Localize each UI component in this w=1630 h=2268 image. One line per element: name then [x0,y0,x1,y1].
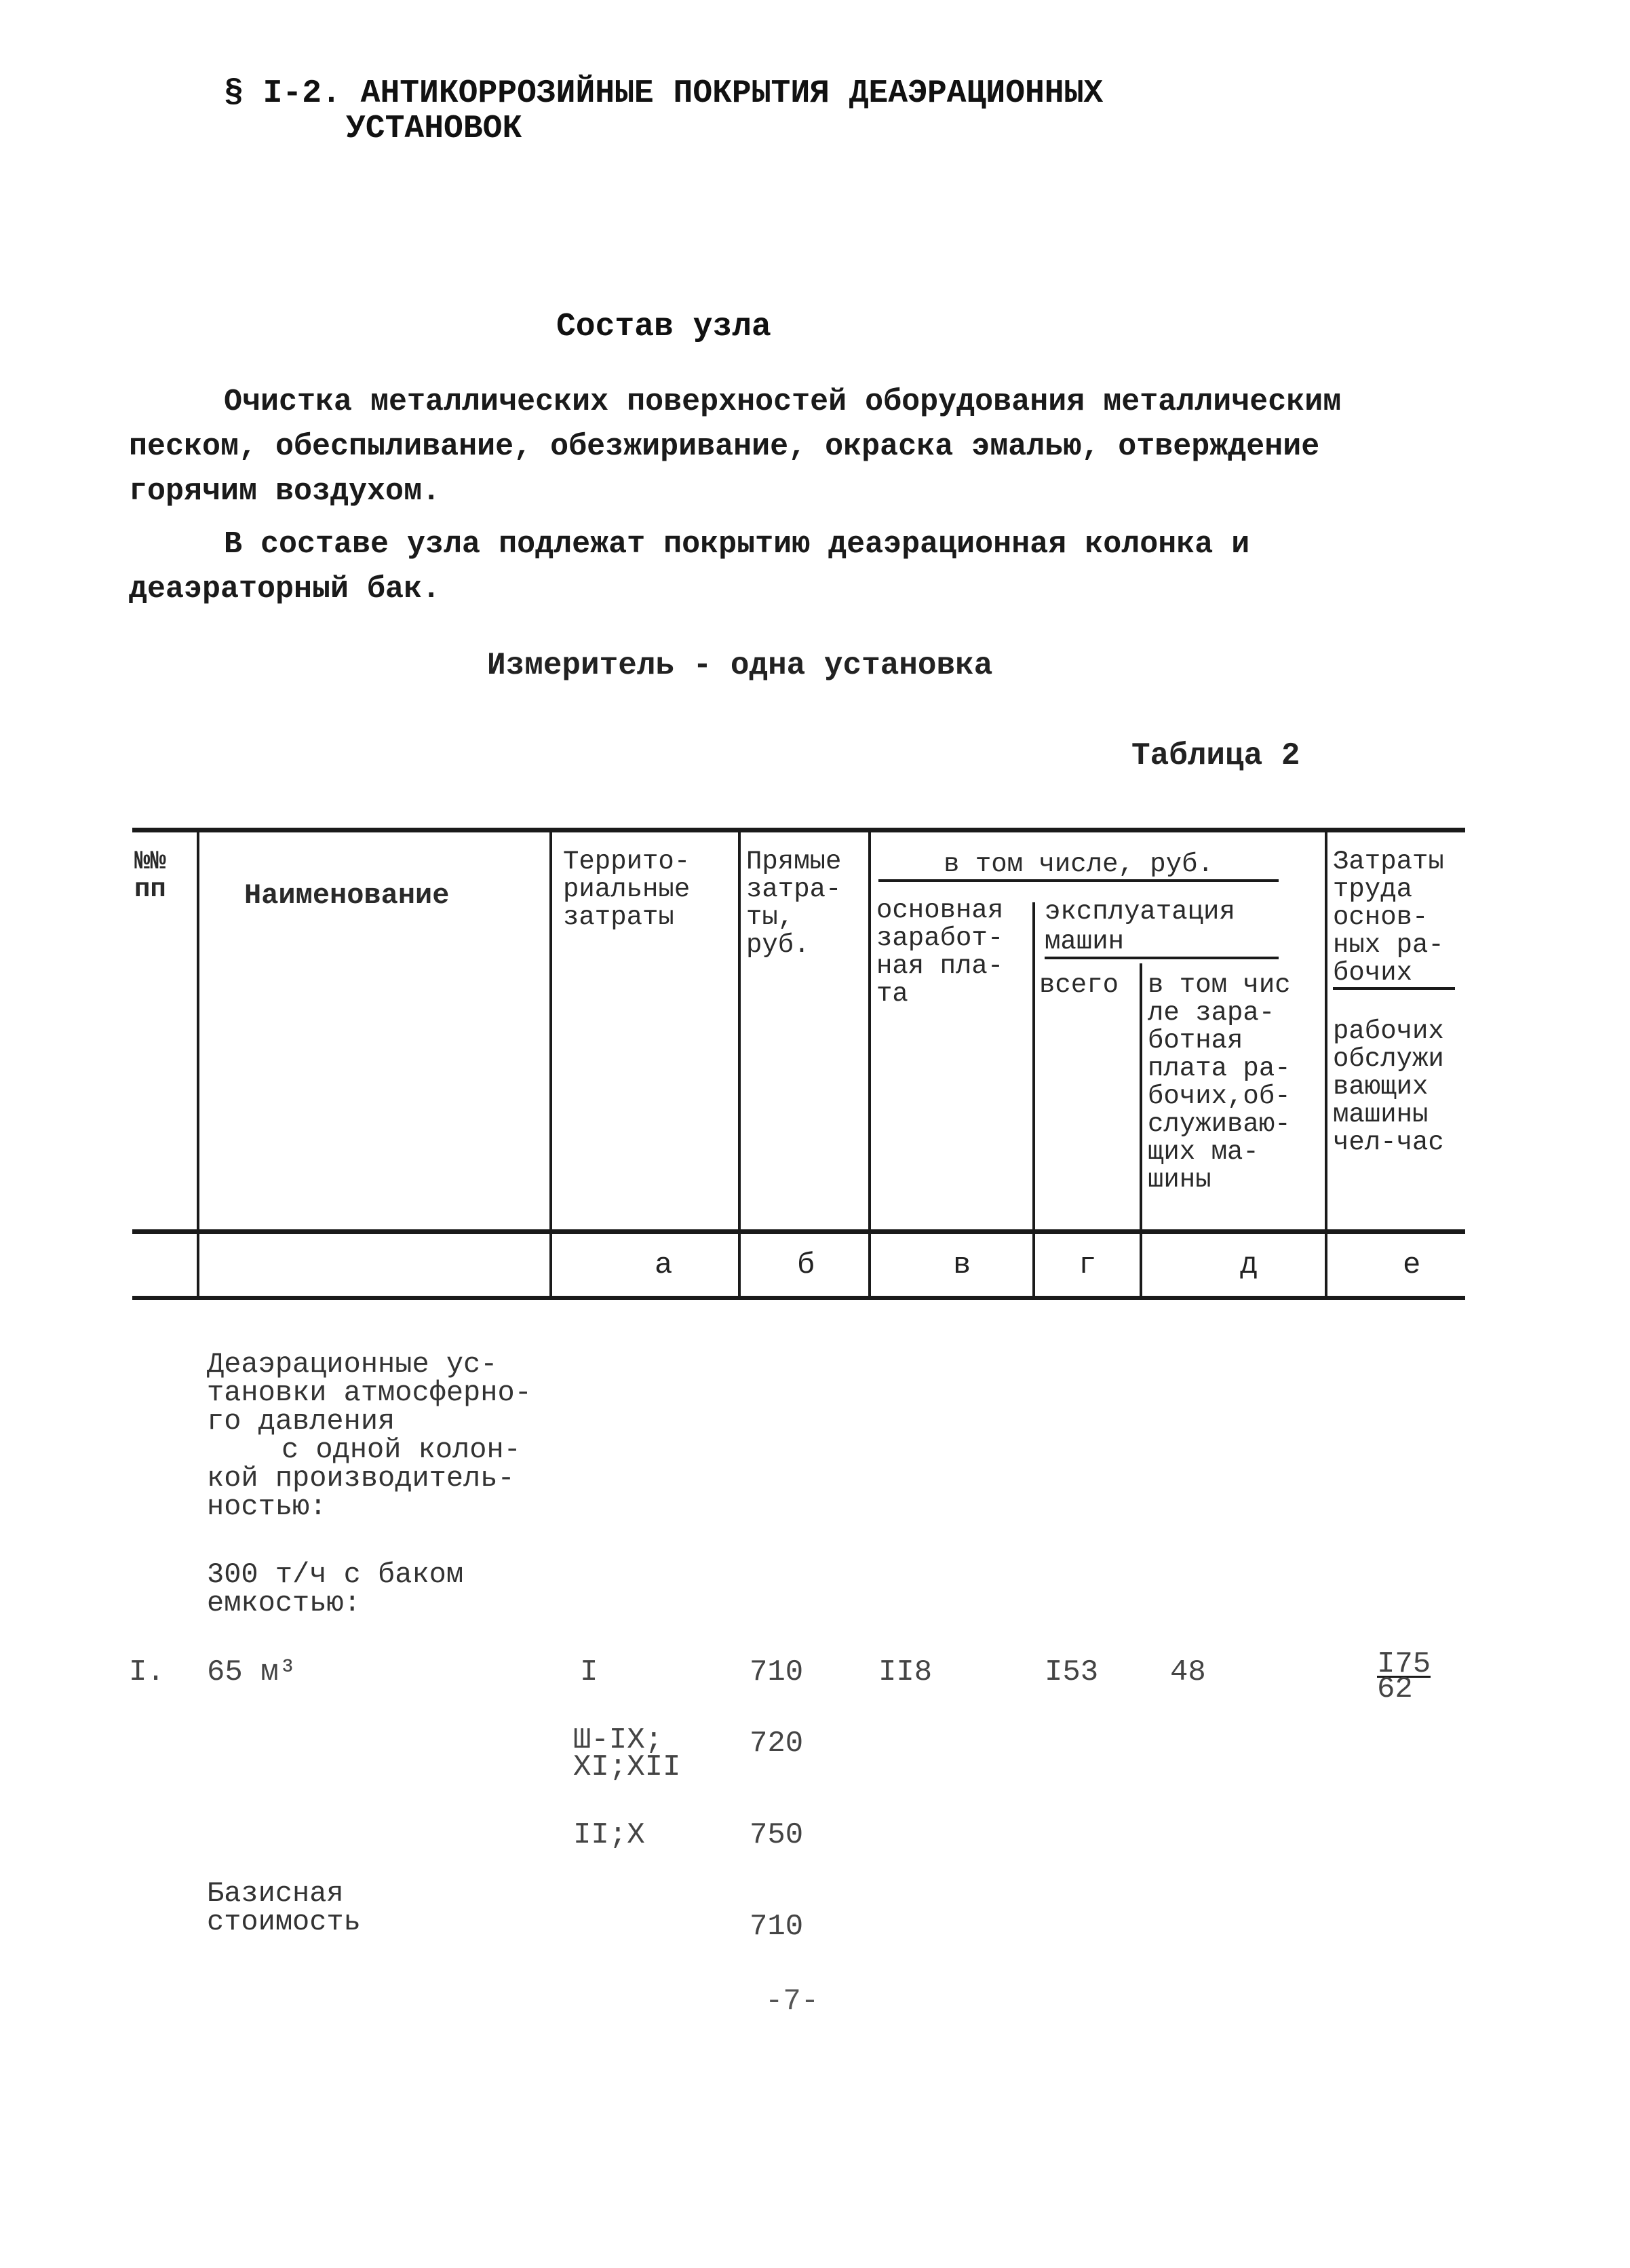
paragraph-2-line2: деаэраторный бак. [129,572,441,607]
table-top-rule [132,828,1465,832]
header-machines-salary: в том чис ле зара- ботная плата ра- бочих,об- служиваю- щих ма- шины [1148,970,1291,1195]
header-name: Наименование [244,879,450,912]
header-including: в том числе, руб. [878,849,1279,882]
paragraph-1-line3: горячим воздухом. [129,474,441,509]
header-base-salary: основная заработ- ная пла- та [876,896,1004,1009]
col-divider-5 [1032,902,1035,1299]
row1-direct: 710 [750,1655,804,1689]
row1-machines-salary: 48 [1170,1655,1206,1689]
row3-direct: 750 [750,1818,804,1852]
page-number: -7- [765,1984,819,2018]
paragraph-1 [129,380,1418,514]
col-index-v: в [953,1248,971,1282]
col-divider-6 [1140,963,1142,1299]
row3-territorial: II;X [573,1818,645,1852]
col-index-g: г [1079,1248,1097,1282]
base-cost-value: 710 [750,1910,804,1944]
col-divider-1 [197,830,199,1299]
paragraph-1-line2: песком, обеспыливание, обезжиривание, окраска эмалью, отверждение [129,429,1320,464]
col-index-d: д [1240,1248,1258,1282]
section-title: Состав узла [556,309,771,345]
row2-territorial: Ш-IX; XI;XII [573,1723,681,1784]
paragraph-2 [129,522,1418,612]
row1-name: 65 м³ [207,1655,297,1689]
table-label: Таблица 2 [1131,738,1300,773]
paragraph-2-line1: В составе узла подлежат покрытию деаэрационная колонка и [224,527,1250,562]
subgroup-description: 300 т/ч с баком емкостью: [207,1558,464,1619]
col-index-a: а [655,1248,673,1282]
row2-direct: 720 [750,1727,804,1761]
table-header-rule [132,1229,1465,1234]
col-divider-4 [868,830,871,1299]
header-direct: Прямые затра- ты, руб. [746,847,842,960]
header-territorial: Террито- риальные затраты [563,847,691,932]
col-index-b: б [797,1248,815,1282]
row1-num: I. [129,1655,165,1689]
header-num: №№ пп [134,847,166,904]
header-total: всего [1039,970,1119,1000]
row1-labor: I75 62 [1377,1647,1431,1706]
group-description: Деаэрационные ус- тановки атмосферно- го давления с одной колон- кой производитель- ностью: [207,1348,532,1523]
col-divider-7 [1325,830,1327,1299]
paragraph-1-line1: Очистка металлических поверхностей оборудования металлическим [224,385,1342,419]
col-divider-3 [738,830,741,1299]
table-index-rule [132,1296,1465,1300]
section-heading-line1: § I-2. АНТИКОРРОЗИЙНЫЕ ПОКРЫТИЯ ДЕАЭРАЦИОННЫХ [224,75,1104,112]
col-index-e: е [1403,1248,1421,1282]
row1-territorial: I [580,1655,598,1689]
base-cost-label: Базисная стоимость [207,1877,361,1938]
row1-machines-total: I53 [1045,1655,1099,1689]
section-heading-line2: УСТАНОВОК [346,111,522,147]
measure-unit: Измеритель - одна установка [487,648,993,683]
section-heading [224,76,1103,147]
row1-base-salary: II8 [878,1655,933,1689]
header-labor: Затраты труда основ- ных ра- бочих [1333,848,1455,990]
header-labor-machines: рабочих обслужи вающих машины чел-час [1333,1016,1444,1157]
col-divider-2 [549,830,552,1299]
header-machines: эксплуатация машин [1045,897,1279,959]
